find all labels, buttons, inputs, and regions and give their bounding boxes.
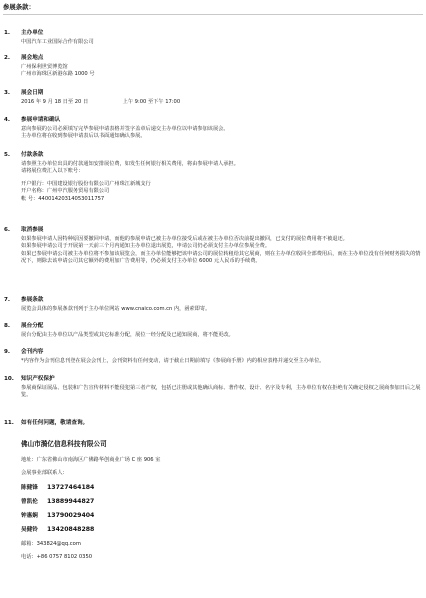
contact-name: 钟惠娴	[21, 512, 38, 519]
paragraph: 如果参展申请人因特种原因要撤回申请，而他的参展申请已被主办单位接受后或在被主办单位否决前提出撤回，已支付的展位费用将不被退还。	[21, 236, 348, 242]
section-number: 6.	[4, 227, 11, 233]
exhibition-hours: 上午 9:00 至下午 17:00	[122, 99, 181, 105]
section-heading: 参展条款	[21, 297, 44, 303]
title-divider	[3, 14, 423, 15]
section-heading: 取消参展	[21, 227, 44, 233]
section-number: 10.	[4, 376, 14, 382]
section-heading: 参展申请和确认	[21, 117, 61, 123]
paragraph: 主办单位将在收到参展申请表后以书面通知确认参展。	[21, 133, 146, 140]
contact-name: 曾凯伦	[21, 498, 38, 505]
contact-phone: 13790029404	[47, 511, 95, 519]
paragraph: 如果已参展申请公司被主办单位将不参加该展览会，而主办单位能够把该申请公司的展位转租给其它展商，则在主办单位收回全部费用后，而在主办单位没有任何财务损失的情况下，则除去该申请公司其它额外的费用加广告费用等，仍必须支付主办单位 6000 元人民币的手续费。	[21, 250, 421, 265]
paragraph: 意向参展的公司必须填写完毕参展申请表格并签字盖章后递交主办单位以申请参加该展会。	[21, 126, 229, 132]
contact-phone: 13420848288	[47, 525, 95, 533]
section-number: 7.	[4, 297, 11, 303]
section-number: 2.	[4, 55, 11, 61]
account-name-value: 广州中汽服务贸易有限公司	[46, 188, 110, 195]
section-number: 9.	[4, 349, 11, 355]
venue-address: 广州市海珠区新港东路 1000 号	[21, 71, 95, 78]
bank-value: 中国建设银行股份有限公司广州珠江新城支行	[46, 180, 151, 187]
contact-phone: 13727464184	[47, 483, 95, 491]
section-heading: 展台分配	[21, 323, 44, 329]
paragraph: 请将展位费汇入以下账号：	[21, 168, 84, 175]
section-heading: 展会地点	[21, 55, 44, 61]
company-name: 佛山市漪亿信息科技有限公司	[21, 440, 107, 448]
paragraph: 参展商保证展品、包装和广告宣传材料不能侵犯第三者产权，包括已注册或其他确认商标、著作权、设计、名字及专利，主办单位有权在拒绝有关确定侵权之展商参加日后之展览。	[21, 385, 421, 399]
contact-row	[21, 498, 421, 507]
contact-row	[21, 526, 421, 535]
contact-row	[21, 512, 421, 521]
bank-label: 开户银行：	[21, 180, 47, 187]
section-heading: 如有任何问题，敬请查询。	[21, 420, 89, 426]
contact-name: 陈健锋	[21, 484, 38, 491]
contact-phone: 13889944827	[47, 497, 95, 505]
section-heading: 会刊内容	[21, 349, 44, 355]
contact-name: 吴健铃	[21, 526, 38, 533]
section-heading: 展会日期	[21, 90, 44, 96]
section-heading: 主办单位	[21, 30, 44, 36]
organizer-name: 中国汽车工业国际合作有限公司	[21, 39, 94, 45]
contact-row	[21, 484, 421, 493]
contact-email: 邮箱：343824@qq.com	[21, 540, 81, 547]
document-title: 参展条款：	[3, 3, 35, 11]
section-number: 3.	[4, 90, 11, 96]
contact-block	[21, 457, 421, 561]
paragraph: 展览会具体的参展条款刊列于主办单位网站 www.cnaico.com.cn 内，函索即寄。	[21, 306, 211, 312]
account-number-label: 帐 号：	[21, 195, 39, 202]
section-number: 11.	[4, 420, 14, 426]
section-number: 5.	[4, 152, 11, 158]
account-name-label: 开户名称：	[21, 188, 47, 195]
paragraph: 展台分配由主办单位以产品类型或其它标准分配，展位一经分配及已通知展商，将不能更改。	[21, 332, 234, 338]
contacts-label: 会展事业部联系人：	[21, 470, 68, 477]
section-number: 1.	[4, 30, 11, 36]
contact-telephone: 电话：+86 0757 8102 0350	[21, 553, 93, 560]
section-number: 8.	[4, 323, 11, 329]
paragraph: *内容作为会刊信息刊登在展会会刊上，会刊资料有任何变动，请于截止日期前填写《参展商手册》内的相应表格并递交至主办单位。	[21, 358, 325, 364]
venue-name: 广州保利世贸博览馆	[21, 64, 68, 70]
section-number: 4.	[4, 117, 11, 123]
exhibition-date: 2016 年 9 月 18 日至 20 日	[21, 99, 89, 105]
section-heading: 知识产权保护	[21, 376, 55, 382]
section-heading: 付款条款	[21, 152, 44, 158]
paragraph: 如果参展申请公司于开展第一天前三个月内通知主办单位退出展览，申请公司仍必须支付主办单位参展全费。	[21, 243, 271, 250]
company-address: 地址：广东省佛山市南海区广佛路华创商业广场 C 座 906 室	[21, 457, 161, 463]
paragraph: 请参照主办单位出具的付款通知安排展位费，如发生任何银行相关费用，将由参展申请人承担。	[21, 161, 239, 167]
account-number-value: 44001420314053011757	[38, 195, 105, 202]
